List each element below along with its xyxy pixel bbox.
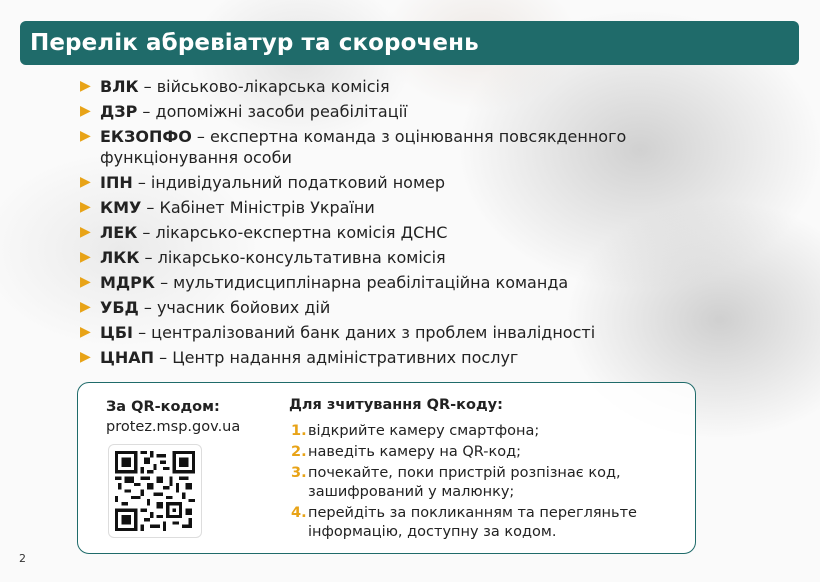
step-number: 4. [291, 505, 307, 521]
triangle-bullet-icon: ▶ [80, 224, 91, 240]
qr-url-link[interactable]: protez.msp.gov.ua [106, 419, 241, 435]
step-text: перейдіть за покликанням та перегляньте інформацію, доступну за кодом. [308, 505, 637, 540]
list-item [80, 347, 720, 368]
triangle-bullet-icon: ▶ [80, 174, 91, 190]
instruction-step [289, 443, 689, 462]
abbreviation-term: ЛКК [100, 248, 140, 267]
abbreviation-definition: – лікарсько-консультативна комісія [139, 248, 446, 267]
list-item [80, 297, 720, 318]
abbreviation-definition: – лікарсько-експертна комісія ДСНС [137, 223, 448, 242]
abbreviation-definition: – мультидисциплінарна реабілітаційна команда [154, 273, 569, 292]
triangle-bullet-icon: ▶ [80, 128, 91, 144]
page-title: Перелік абревіатур та скорочень [30, 30, 479, 56]
abbreviation-term: ВЛК [100, 77, 139, 96]
triangle-bullet-icon: ▶ [80, 249, 91, 265]
abbreviation-term: ЕКЗОПФО [100, 127, 192, 146]
title-banner [20, 21, 799, 65]
step-number: 2. [291, 444, 307, 460]
abbreviation-definition: – централізований банк даних з проблем інвалідності [133, 323, 596, 342]
page-number: 2 [19, 552, 26, 565]
triangle-bullet-icon: ▶ [80, 103, 91, 119]
abbreviation-definition: – військово-лікарська комісія [138, 77, 390, 96]
qr-instructions [289, 394, 689, 544]
list-item [80, 101, 720, 122]
instructions-steps [289, 422, 689, 542]
abbreviation-term: МДРК [100, 273, 155, 292]
abbreviation-term: ЛЕК [100, 223, 138, 242]
abbreviation-definition: – Кабінет Міністрів України [141, 198, 375, 217]
instruction-step [289, 422, 689, 441]
abbreviation-definition: – допоміжні засоби реабілітації [137, 102, 408, 121]
step-number: 1. [291, 423, 307, 439]
abbreviation-term: ІПН [100, 173, 133, 192]
abbreviation-list [80, 76, 720, 372]
abbreviation-term: УБД [100, 298, 139, 317]
abbreviation-term: ЦБІ [100, 323, 133, 342]
list-item [80, 322, 720, 343]
instructions-heading: Для зчитування QR-коду: [289, 397, 503, 413]
abbreviation-definition: – Центр надання адміністративних послуг [154, 348, 519, 367]
abbreviation-term: КМУ [100, 198, 142, 217]
abbreviation-term: ДЗР [100, 102, 138, 121]
step-number: 3. [291, 465, 307, 481]
triangle-bullet-icon: ▶ [80, 199, 91, 215]
instruction-step [289, 504, 689, 542]
list-item [80, 222, 720, 243]
triangle-bullet-icon: ▶ [80, 274, 91, 290]
abbreviation-definition: – експертна команда з оцінювання повсякденного функціонування особи [100, 127, 627, 167]
qr-code-card [108, 444, 202, 538]
triangle-bullet-icon: ▶ [80, 349, 91, 365]
list-item [80, 126, 720, 168]
triangle-bullet-icon: ▶ [80, 324, 91, 340]
abbreviation-definition: – індивідуальний податковий номер [132, 173, 446, 192]
abbreviation-definition: – учасник бойових дій [138, 298, 331, 317]
step-text: відкрийте камеру смартфона; [308, 423, 540, 439]
qr-code-image[interactable] [115, 451, 195, 531]
qr-link-block [106, 397, 276, 437]
instruction-step [289, 464, 689, 502]
list-item [80, 272, 720, 293]
step-text: почекайте, поки пристрій розпізнає код, зашифрований у малюнку; [308, 465, 621, 500]
triangle-bullet-icon: ▶ [80, 299, 91, 315]
qr-info-box [77, 382, 696, 554]
qr-label: За QR-кодом: [106, 399, 220, 415]
list-item [80, 197, 720, 218]
list-item [80, 247, 720, 268]
list-item [80, 172, 720, 193]
triangle-bullet-icon: ▶ [80, 78, 91, 94]
step-text: наведіть камеру на QR-код; [308, 444, 522, 460]
list-item [80, 76, 720, 97]
abbreviation-term: ЦНАП [100, 348, 155, 367]
